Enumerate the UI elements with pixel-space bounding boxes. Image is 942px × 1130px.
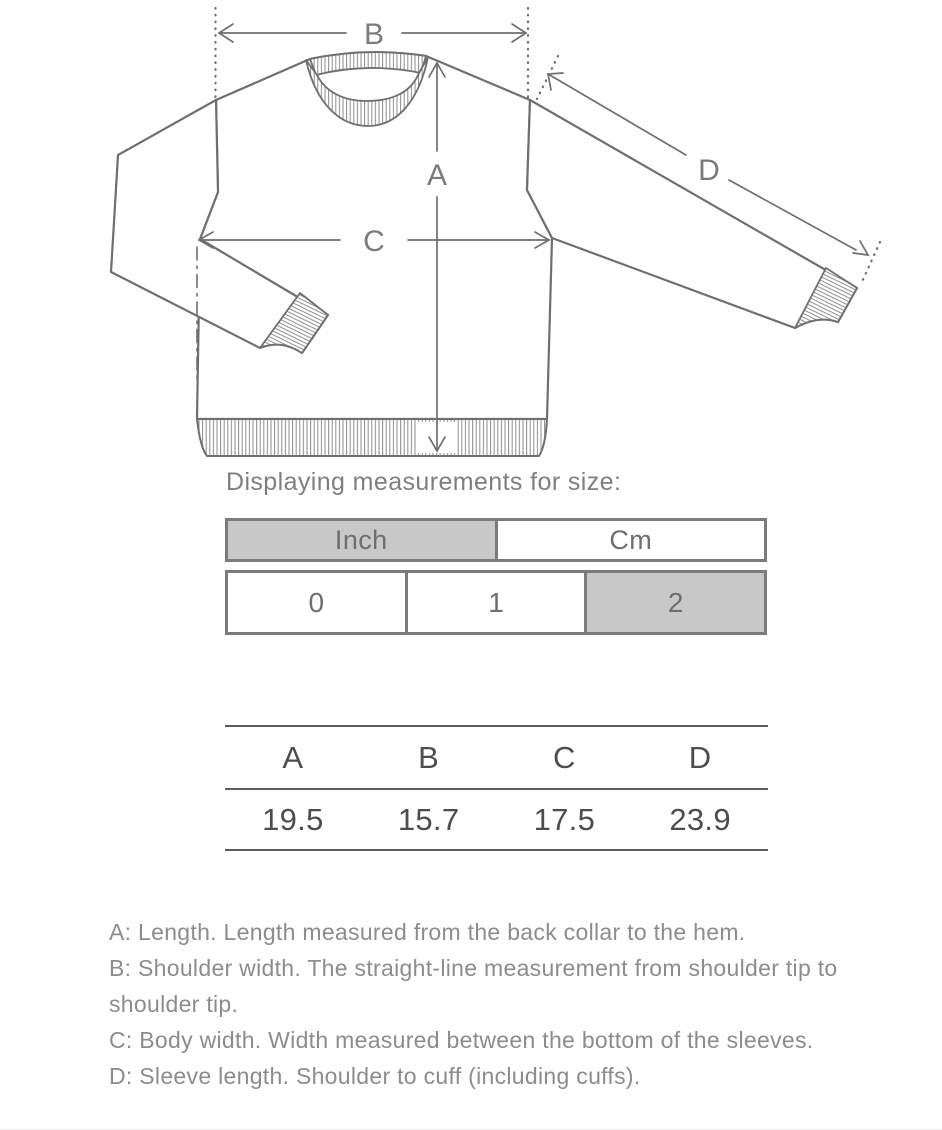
table-header-a: A xyxy=(282,739,304,775)
sweater-measurement-diagram xyxy=(0,0,942,468)
diagram-label-b: B xyxy=(363,18,385,51)
measurements-table xyxy=(225,725,768,851)
table-value-b: 15.7 xyxy=(397,801,460,837)
measurements-table-header-row xyxy=(225,727,768,790)
table-value-d: 23.9 xyxy=(669,801,731,837)
right-sleeve xyxy=(527,100,857,328)
size-option-2[interactable]: 2 xyxy=(584,573,764,632)
table-header-c: C xyxy=(553,739,576,775)
table-value-a: 19.5 xyxy=(262,801,324,837)
size-selector xyxy=(225,570,767,635)
unit-selector xyxy=(225,518,767,562)
measurement-descriptions xyxy=(109,914,909,1094)
size-option-0[interactable]: 0 xyxy=(228,573,405,632)
diagram-label-c: C xyxy=(363,225,385,258)
description-body-width: C: Body width. Width measured between the bottom of the sleeves. xyxy=(109,1027,814,1053)
description-shoulder-width: B: Shoulder width. The straight-line measurement from shoulder tip to xyxy=(109,955,838,981)
table-header-b: B xyxy=(418,739,440,775)
unit-option-cm[interactable]: Cm xyxy=(495,521,765,559)
table-value-c: 17.5 xyxy=(533,801,596,837)
description-sleeve-length: D: Sleeve length. Shoulder to cuff (including cuffs). xyxy=(109,1063,641,1089)
sweater-drawing xyxy=(111,52,857,456)
description-length: A: Length. Length measured from the back collar to the hem. xyxy=(109,919,746,945)
unit-option-inch[interactable]: Inch xyxy=(228,521,495,559)
hem-ribbing xyxy=(197,419,547,456)
description-shoulder-width-wrap: shoulder tip. xyxy=(109,991,239,1017)
table-header-d: D xyxy=(688,739,712,775)
diagram-label-d: D xyxy=(698,154,720,187)
size-option-1[interactable]: 1 xyxy=(405,573,585,632)
measurements-table-value-row xyxy=(225,790,768,849)
size-prompt-label: Displaying measurements for size: xyxy=(226,468,622,496)
diagram-label-a: A xyxy=(426,159,448,192)
